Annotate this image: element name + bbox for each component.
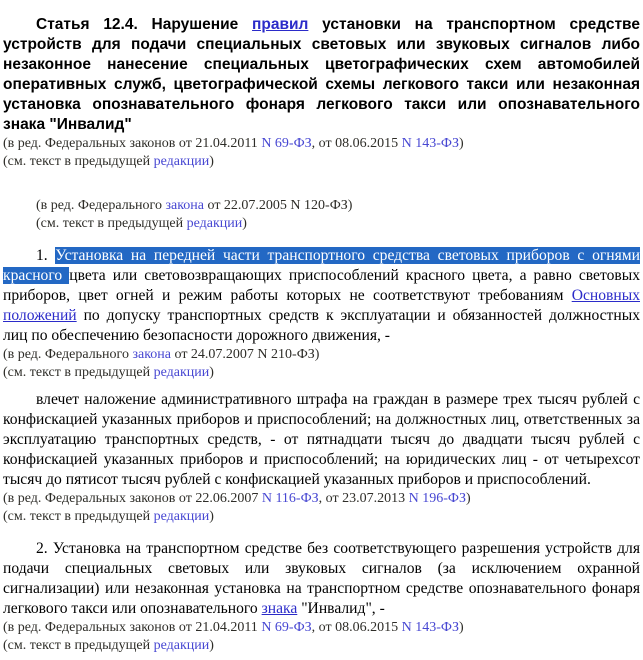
text-run: , от 08.06.2015 — [311, 620, 402, 635]
text-run: ) — [209, 154, 214, 169]
vertical-gap — [3, 382, 640, 390]
vertical-gap — [3, 171, 640, 197]
vertical-gap — [3, 233, 640, 246]
see-previous-note — [3, 153, 640, 171]
selected-text: Установка на передней части транспортного средства световых приборов с огнями красного — [3, 247, 640, 284]
see-previous-note — [3, 637, 640, 655]
amendment-note — [3, 346, 640, 364]
link-redakcii-1[interactable]: редакции — [153, 154, 210, 169]
link-redakcii-3[interactable]: редакции — [153, 365, 210, 380]
text-run: , от 23.07.2013 — [318, 491, 409, 506]
see-previous-note — [3, 215, 640, 233]
text-run: ) — [209, 638, 214, 653]
link-redakcii-5[interactable]: редакции — [153, 638, 210, 653]
link-n69fz-2[interactable]: N 69-ФЗ — [261, 620, 312, 635]
amendment-note — [3, 135, 640, 153]
vertical-gap — [3, 526, 640, 539]
article-title — [3, 15, 640, 135]
clipped-previous-line — [3, 0, 640, 2]
link-redakcii-2[interactable]: редакции — [186, 216, 243, 231]
see-previous-note — [3, 508, 640, 526]
paragraph-part-1 — [3, 246, 640, 346]
link-znaka[interactable]: знака — [261, 600, 298, 617]
text-run: от 24.07.2007 N 210-ФЗ) — [171, 347, 320, 362]
paragraph-sanction-1 — [3, 390, 640, 490]
link-n196fz[interactable]: N 196-ФЗ — [408, 491, 466, 506]
text-run: 2. Установка на транспортном средстве без соответствующего разрешения устройств для подачи специальных световых или звуковых сигналов (за исключением охранной сигнализации) или незаконная установка на транспортном средстве опознавательного фонаря легкового такси или опознавательного — [3, 540, 640, 617]
link-n69fz-1[interactable]: N 69-ФЗ — [261, 136, 312, 151]
text-run: по допуску транспортных средств к эксплуатации и обязанностей должностных лиц по обеспечению безопасности дорожного движения, - — [3, 307, 640, 344]
text-run: (в ред. Федеральных законов от 21.04.2011 — [3, 620, 262, 635]
text-run: (в ред. Федерального — [36, 198, 166, 213]
link-n143fz-1[interactable]: N 143-ФЗ — [401, 136, 459, 151]
link-pravil[interactable]: правил — [252, 16, 309, 33]
amendment-note — [3, 197, 640, 215]
text-run: (в ред. Федеральных законов от 22.06.2007 — [3, 491, 262, 506]
text-run: ) — [458, 136, 464, 151]
text-run: (в ред. Федеральных законов от 21.04.2011 — [3, 136, 262, 151]
link-osnovnyh-polozheniy[interactable]: Основных положений — [3, 287, 640, 324]
text-run: установки на транспортном средстве устройств для подачи специальных световых или звуковых сигналов либо незаконное нанесение специальных цветографических схем автомобилей оперативных служб, цветографической схемы легкового такси или незаконная установка опознавательного фонаря легкового такси или опознавательного знака "Инвалид" — [3, 16, 640, 133]
text-run: 1. — [36, 247, 56, 264]
see-previous-note — [3, 364, 640, 382]
link-redakcii-4[interactable]: редакции — [153, 509, 210, 524]
text-run: , от 08.06.2015 — [311, 136, 402, 151]
link-zakona-2007[interactable]: закона — [132, 347, 171, 362]
text-run: от 22.07.2005 N 120-ФЗ) — [204, 198, 353, 213]
link-zakona-2005[interactable]: закона — [165, 198, 204, 213]
text-run: Статья 12.4. Нарушение — [36, 16, 253, 33]
text-run: (см. текст в предыдущей — [3, 509, 154, 524]
link-n116fz[interactable]: N 116-ФЗ — [261, 491, 319, 506]
amendment-note — [3, 619, 640, 637]
amendment-note — [3, 490, 640, 508]
link-n143fz-2[interactable]: N 143-ФЗ — [401, 620, 459, 635]
text-run: ) — [209, 509, 214, 524]
text-run: (см. текст в предыдущей — [3, 638, 154, 653]
paragraph-part-2 — [3, 539, 640, 619]
text-run: влечет наложение административного штрафа на граждан в размере трех тысяч рублей с конфискацией указанных приборов и приспособлений; на должностных лиц, ответственных за эксплуатацию транспортных средств, - от пятнадцати тысяч до двадцати тысяч рублей с конфискацией указанных приборов и приспособлений; на юридических лиц - от четырехсот тысяч до пятисот тысяч рублей с конфискацией указанных приборов и приспособлений. — [3, 391, 640, 488]
text-run: ) — [242, 216, 247, 231]
text-run: (см. текст в предыдущей — [3, 154, 154, 169]
text-run: ) — [458, 620, 464, 635]
text-run: цвета или световозвращающих приспособлений красного цвета, а равно световых приборов, цвет огней и режим работы которых не соответствуют требованиям — [3, 267, 640, 304]
text-run: "Инвалид", - — [297, 600, 385, 617]
text-run: ) — [465, 491, 471, 506]
text-run: (в ред. Федерального — [3, 347, 133, 362]
text-run: (см. текст в предыдущей — [3, 365, 154, 380]
text-run: (см. текст в предыдущей — [36, 216, 187, 231]
text-run: ) — [209, 365, 214, 380]
